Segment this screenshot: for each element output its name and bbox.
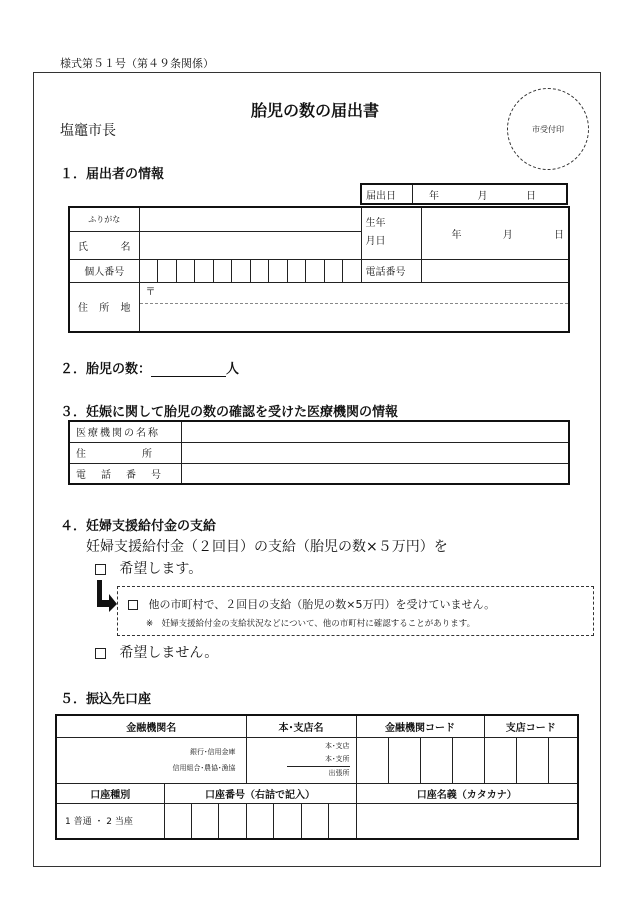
furigana-field[interactable] — [139, 207, 361, 231]
branch-type-3: 出張所 — [287, 766, 350, 780]
personal-number-digit[interactable] — [214, 260, 233, 282]
birth-label-2: 月日 — [365, 236, 386, 248]
account-number-digit[interactable] — [165, 804, 192, 838]
institution-phone-field[interactable] — [181, 463, 569, 484]
phone-field[interactable] — [421, 259, 569, 282]
birth-year-label: 年 — [451, 229, 462, 241]
institution-address-field[interactable] — [181, 442, 569, 463]
section-4-heading: ４．妊婦支援給付金の支給 — [60, 519, 217, 534]
form-title: 胎児の数の届出書 — [250, 101, 379, 120]
account-type-field[interactable]: 1 普通 ・ 2 当座 — [56, 803, 164, 839]
option-want[interactable] — [95, 558, 202, 578]
personal-number-digit[interactable] — [306, 260, 325, 282]
branch-name-field[interactable] — [246, 737, 356, 783]
fetus-count-blank[interactable] — [151, 362, 226, 377]
notify-date-table — [360, 183, 568, 205]
name-label — [69, 231, 139, 259]
institution-address-text: 住所 — [76, 449, 208, 460]
account-number-digit[interactable] — [247, 804, 274, 838]
institution-phone-text: 電話番号 — [76, 469, 176, 481]
section-1-heading: １．届出者の情報 — [60, 167, 165, 182]
birth-day-label: 日 — [554, 229, 564, 241]
bank-name-field[interactable] — [56, 737, 246, 783]
account-type-header: 口座種別 — [56, 783, 164, 803]
month-label: 月 — [477, 190, 488, 202]
bank-name-header: 金融機関名 — [56, 715, 246, 737]
branch-type-1: 本･支店 — [325, 742, 350, 750]
benefit-lead-text: 妊婦支援給付金（２回目）の支給（胎児の数×５万円）を — [86, 539, 448, 555]
branch-name-header: 本･支店名 — [246, 715, 356, 737]
personal-number-digit[interactable] — [158, 260, 177, 282]
checkbox-other-city[interactable] — [128, 600, 138, 610]
bank-code-digit[interactable] — [420, 737, 452, 783]
account-holder-field[interactable] — [356, 803, 578, 839]
personal-number-digit[interactable] — [177, 260, 196, 282]
birth-month-label: 月 — [502, 229, 513, 241]
personal-number-label: 個人番号 — [69, 259, 139, 282]
personal-number-digit[interactable] — [269, 260, 288, 282]
account-number-field[interactable] — [164, 803, 356, 839]
institution-name-text: 医療機関の名称 — [76, 428, 160, 440]
account-number-digit[interactable] — [192, 804, 219, 838]
address-label — [69, 282, 139, 332]
account-number-header: 口座番号（右詰で記入） — [164, 783, 356, 803]
address-field[interactable] — [139, 282, 569, 332]
reception-stamp-circle — [507, 88, 589, 170]
account-number-digit-row — [165, 804, 356, 838]
name-field[interactable] — [139, 231, 361, 259]
address-label-1: 住 — [78, 303, 88, 315]
personal-number-digit[interactable] — [232, 260, 251, 282]
phone-label: 電話番号 — [361, 259, 421, 282]
notify-date-label: 届出日 — [361, 184, 413, 204]
fetus-count-unit: 人 — [226, 362, 240, 377]
checkbox-want[interactable] — [95, 564, 106, 575]
account-number-digit[interactable] — [219, 804, 246, 838]
personal-number-digit[interactable] — [325, 260, 344, 282]
arrow-icon — [93, 580, 117, 616]
confirmation-note: ※ 妊婦支援給付金の支給状況などについて、他の市町村に確認することがあります。 — [146, 619, 476, 629]
applicant-table — [68, 206, 570, 333]
personal-number-digit[interactable] — [140, 260, 159, 282]
section-2-heading — [60, 358, 239, 377]
reception-stamp-label: 市受付印 — [532, 124, 564, 134]
postal-code-row — [140, 283, 569, 304]
institution-name-field[interactable] — [181, 421, 569, 442]
personal-number-digit[interactable] — [251, 260, 270, 282]
branch-code-digit[interactable] — [548, 737, 578, 783]
account-number-digit[interactable] — [274, 804, 301, 838]
institution-name-label — [69, 421, 181, 442]
bank-code-digit[interactable] — [388, 737, 420, 783]
branch-code-header: 支店コード — [484, 715, 578, 737]
account-number-digit[interactable] — [329, 804, 355, 838]
bank-type-2: 信用組合･農協･漁協 — [172, 764, 236, 772]
section-3-heading: ３．妊娠に関して胎児の数の確認を受けた医療機関の情報 — [60, 405, 399, 420]
section-5-heading: ５．振込先口座 — [60, 692, 152, 707]
option-other-city[interactable] — [128, 596, 495, 612]
furigana-label: ふりがな — [69, 207, 139, 231]
option-not-want-label: 希望しません。 — [119, 645, 219, 661]
bank-account-table — [55, 714, 579, 840]
account-number-digit[interactable] — [302, 804, 329, 838]
option-other-city-label: 他の市町村で、２回目の支給（胎児の数×5万円）を受けていません。 — [148, 598, 496, 611]
birthdate-field[interactable] — [421, 207, 569, 259]
branch-code-digit[interactable] — [516, 737, 548, 783]
postal-mark: 〒 — [145, 286, 156, 298]
option-want-label: 希望します。 — [119, 561, 203, 577]
institution-phone-label — [69, 463, 181, 484]
bank-type-1: 銀行･信用金庫 — [190, 748, 236, 756]
personal-number-digit[interactable] — [195, 260, 214, 282]
form-number: 様式第５１号（第４９条関係） — [60, 57, 214, 70]
bank-code-digit[interactable] — [452, 737, 484, 783]
branch-type-2: 本･支所 — [325, 755, 350, 763]
personal-number-digit[interactable] — [288, 260, 307, 282]
bank-code-digit[interactable] — [356, 737, 388, 783]
year-label: 年 — [429, 190, 439, 202]
option-not-want[interactable] — [95, 642, 218, 662]
branch-code-digit[interactable] — [484, 737, 516, 783]
medical-institution-table — [68, 420, 570, 485]
checkbox-not-want[interactable] — [95, 648, 106, 659]
day-label: 日 — [526, 190, 536, 202]
personal-number-digit-row — [140, 260, 361, 282]
name-label-1: 氏 — [78, 241, 88, 253]
account-holder-header: 口座名義（カタカナ） — [356, 783, 578, 803]
institution-address-label — [69, 442, 208, 463]
addressee: 塩竈市長 — [60, 123, 116, 139]
notify-date-field[interactable] — [413, 184, 568, 204]
birth-label-1: 生年 — [365, 218, 386, 230]
name-label-2: 名 — [120, 241, 131, 253]
bank-code-header: 金融機関コード — [356, 715, 484, 737]
fetus-count-label: ２．胎児の数： — [60, 362, 152, 377]
personal-number-digit[interactable] — [343, 260, 361, 282]
address-label-2: 所 — [99, 303, 110, 315]
personal-number-field[interactable] — [139, 259, 361, 282]
birthdate-label — [361, 207, 421, 259]
address-label-3: 地 — [120, 303, 131, 315]
